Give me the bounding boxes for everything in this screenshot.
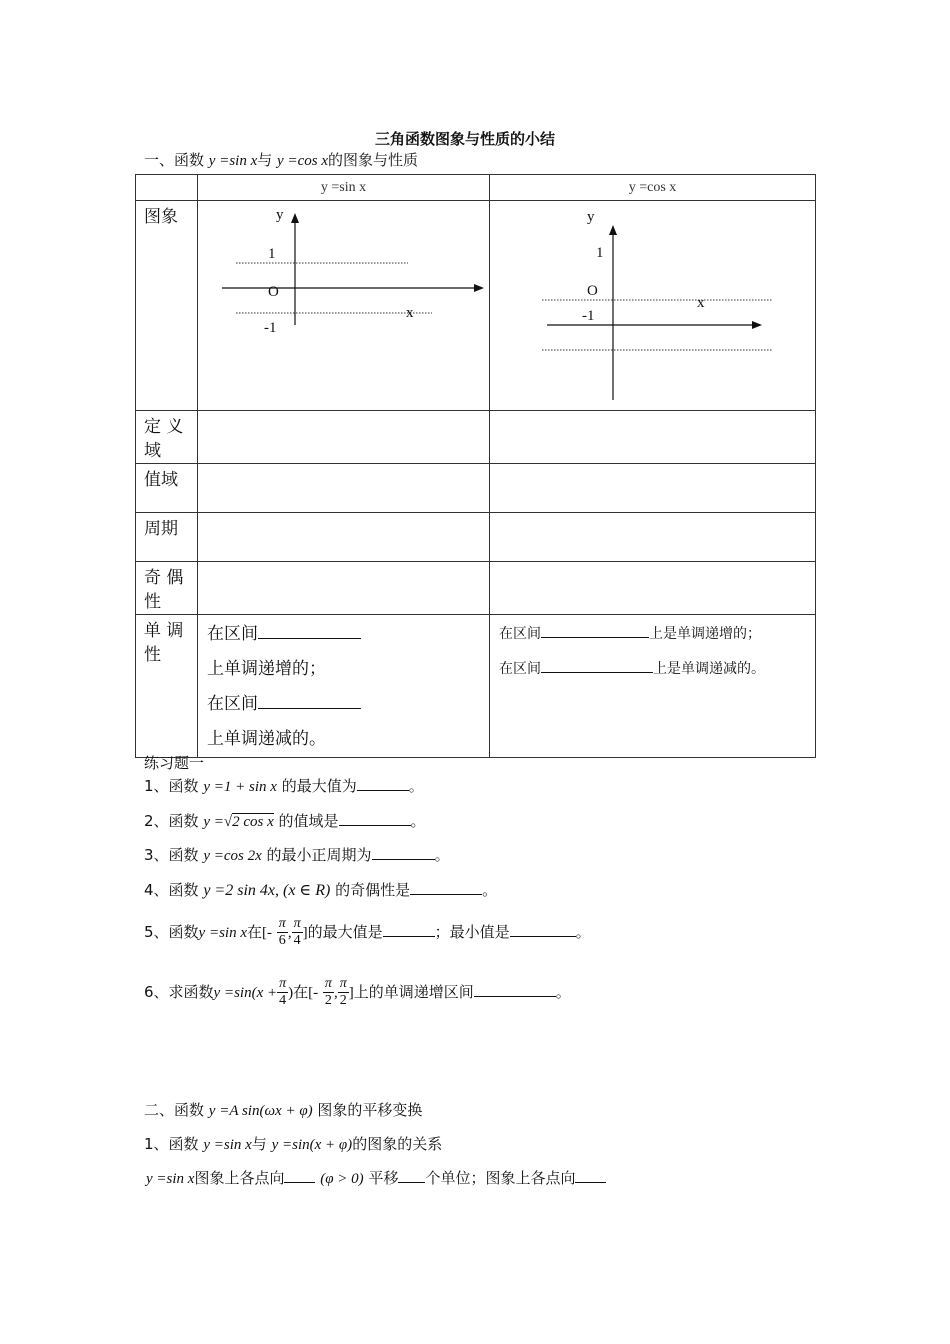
section1-prefix: 一、函数 <box>144 151 205 169</box>
q3-end: 。 <box>434 846 450 864</box>
cos-label-one: 1 <box>596 245 604 261</box>
q5-in: 在 <box>247 923 263 941</box>
q5-fraction-2 <box>292 916 303 949</box>
row-label-graph: 图象 <box>136 201 198 411</box>
parity-cos-cell <box>490 562 816 615</box>
q2-formula-radicand: 2 cos x <box>232 814 274 830</box>
section1-func-cos: y =cos x <box>277 153 328 169</box>
row-label-monotonic: 单 调 性 <box>136 615 198 758</box>
q5-fraction-1 <box>277 916 288 949</box>
mono-sin-line2: 上单调递增的； <box>207 659 326 679</box>
s2-item1-prefix: 1、函数 <box>144 1135 199 1153</box>
q5-frac2-den: 4 <box>293 933 301 948</box>
sin-x-arrow <box>474 284 484 292</box>
q6-fraction-2 <box>338 976 349 1009</box>
s2-item1-connector: 与 <box>251 1135 267 1153</box>
graph-cell-cos <box>490 201 816 411</box>
row-label-domain: 定 义 域 <box>136 411 198 464</box>
q6-frac1-den: 2 <box>324 993 332 1008</box>
section1-func-sin: y =sin x <box>208 153 258 169</box>
section2-prefix: 二、函数 <box>144 1101 205 1119</box>
s2-line-text-c: 个单位；图象上各点向 <box>425 1169 576 1187</box>
q5-end: 。 <box>575 923 591 941</box>
mono-cos-blank1[interactable] <box>541 623 649 638</box>
s2-line-func: y =sin x <box>146 1171 195 1187</box>
cos-label-y: y <box>587 209 595 225</box>
q6-in: 在 <box>293 983 309 1001</box>
mono-cos-line1-b: 上是单调递增的； <box>649 626 761 642</box>
sin-y-arrow <box>291 213 299 223</box>
header-cos: y =cos x <box>490 175 816 201</box>
question-3 <box>144 844 450 865</box>
q4-prefix: 4、函数 <box>144 881 199 899</box>
range-sin-cell <box>198 464 490 513</box>
q6-fraction-1 <box>323 976 334 1009</box>
domain-cos-cell <box>490 411 816 464</box>
sin-label-x: x <box>406 305 414 321</box>
q6-left-bracket: [- <box>308 985 319 1001</box>
q2-prefix: 2、函数 <box>144 812 199 830</box>
q5-frac2-num: π <box>293 916 301 931</box>
q5-prefix: 5、函数 <box>144 923 199 941</box>
q6-frac0-den: 4 <box>279 993 287 1008</box>
q1-text: 的最大值为 <box>281 777 357 795</box>
q3-prefix: 3、函数 <box>144 846 199 864</box>
q2-answer-blank[interactable] <box>339 811 411 826</box>
cos-label-origin: O <box>587 283 598 299</box>
row-label-period: 周期 <box>136 513 198 562</box>
properties-table <box>135 174 816 758</box>
q6-end: 。 <box>555 983 571 1001</box>
q5-formula: y =sin x <box>198 925 247 941</box>
q5-min-text: ；最小值是 <box>434 923 510 941</box>
q6-fraction-0 <box>277 976 288 1009</box>
mono-cos-line2-b: 上是单调递减的。 <box>653 661 765 677</box>
s2-item1-suffix: 的图象的关系 <box>352 1135 443 1153</box>
q5-max-blank[interactable] <box>383 922 435 937</box>
mono-sin-text <box>198 615 489 757</box>
sin-label-origin: O <box>268 284 279 300</box>
question-4 <box>144 879 497 900</box>
cos-axes-svg <box>490 201 815 410</box>
q2-end: 。 <box>410 812 426 830</box>
q3-answer-blank[interactable] <box>372 845 435 860</box>
q6-frac2-den: 2 <box>339 993 347 1008</box>
q6-prefix: 6、求函数 <box>144 983 214 1001</box>
domain-sin-cell <box>198 411 490 464</box>
q4-end: 。 <box>482 881 498 899</box>
s2-direction-blank[interactable] <box>284 1168 315 1183</box>
header-empty-cell <box>136 175 198 201</box>
q6-answer-blank[interactable] <box>474 982 556 997</box>
question-2 <box>144 810 426 831</box>
s2-item1-f2: y =sin(x + φ) <box>271 1137 353 1153</box>
page-title: 三角函数图象与性质的小结 <box>375 130 556 148</box>
row-label-range: 值域 <box>136 464 198 513</box>
q1-prefix: 1、函数 <box>144 777 199 795</box>
q3-formula: y =cos 2x <box>203 848 262 864</box>
graph-cell-sin <box>198 201 490 411</box>
q6-right-bracket: ] <box>348 985 354 1001</box>
s2-line-condition: (φ > 0) <box>320 1171 364 1187</box>
sqrt-icon: √ <box>223 814 233 830</box>
parity-sin-cell <box>198 562 490 615</box>
q5-frac1-num: π <box>278 916 286 931</box>
q5-left-bracket: [- <box>262 925 273 941</box>
sin-axes-svg <box>198 201 489 410</box>
mono-sin-blank2[interactable] <box>258 694 361 709</box>
question-1 <box>144 775 424 796</box>
mono-sin-blank1[interactable] <box>258 624 361 639</box>
s2-line-text-b: 平移 <box>368 1169 399 1187</box>
mono-cos-cell <box>490 615 816 758</box>
question-6 <box>144 976 571 1009</box>
sin-label-neg-one: -1 <box>264 320 277 336</box>
question-5 <box>144 916 591 949</box>
mono-sin-line1: 在区间 <box>207 624 258 644</box>
period-sin-cell <box>198 513 490 562</box>
section1-connector: 与 <box>257 151 273 169</box>
q4-formula: y =2 sin 4x, (x ∈ R) <box>203 882 331 899</box>
cos-y-arrow <box>609 225 617 235</box>
section1-heading <box>144 149 418 170</box>
mono-sin-cell <box>198 615 490 758</box>
q6-text: 上的单调递增区间 <box>353 983 474 1001</box>
q2-formula-pre: y = <box>203 814 224 830</box>
q1-end: 。 <box>408 777 424 795</box>
q5-right-bracket: ] <box>302 925 308 941</box>
mono-cos-text <box>490 615 815 687</box>
q6-comma: , <box>333 985 338 1001</box>
section2-line <box>146 1167 606 1188</box>
practice-heading: 练习题一 <box>144 754 205 772</box>
q6-formula-close: ) <box>288 985 294 1001</box>
period-cos-cell <box>490 513 816 562</box>
q6-frac0-num: π <box>279 976 287 991</box>
q1-formula: y =1 + sin x <box>203 779 277 795</box>
section1-suffix: 的图象与性质 <box>327 151 418 169</box>
graph-sin <box>198 201 489 410</box>
cos-label-x: x <box>697 295 705 311</box>
section2-heading <box>144 1099 422 1120</box>
q6-frac2-num: π <box>339 976 347 991</box>
q3-text: 的最小正周期为 <box>266 846 372 864</box>
mono-cos-blank2[interactable] <box>541 658 653 673</box>
header-sin: y =sin x <box>198 175 490 201</box>
mono-cos-line2-a: 在区间 <box>499 661 541 677</box>
s2-line-text-a: 图象上各点向 <box>194 1169 285 1187</box>
graph-cos <box>490 201 815 410</box>
sin-label-one: 1 <box>268 246 276 262</box>
q6-frac1-num: π <box>324 976 332 991</box>
cos-x-arrow <box>752 321 762 329</box>
section2-suffix: 图象的平移变换 <box>317 1101 423 1119</box>
q5-frac1-den: 6 <box>278 933 286 948</box>
q2-text: 的值域是 <box>278 812 339 830</box>
q5-min-blank[interactable] <box>510 922 576 937</box>
section2-item1 <box>144 1133 442 1154</box>
cos-label-neg-one: -1 <box>582 308 595 324</box>
q4-text: 的奇偶性是 <box>335 881 411 899</box>
q6-formula: y =sin(x + <box>213 985 278 1001</box>
range-cos-cell <box>490 464 816 513</box>
s2-direction2-blank[interactable] <box>575 1168 606 1183</box>
s2-item1-f1: y =sin x <box>203 1137 252 1153</box>
q1-answer-blank[interactable] <box>357 776 409 791</box>
s2-units-blank[interactable] <box>398 1168 425 1183</box>
mono-sin-line4: 上单调递减的。 <box>207 729 326 749</box>
section2-func: y =A sin(ωx + φ) <box>208 1103 313 1119</box>
q5-max-text: 的最大值是 <box>307 923 383 941</box>
mono-sin-line3: 在区间 <box>207 694 258 714</box>
sin-label-y: y <box>276 207 284 223</box>
q5-comma: , <box>287 925 292 941</box>
mono-cos-line1-a: 在区间 <box>499 626 541 642</box>
q4-answer-blank[interactable] <box>410 880 482 895</box>
row-label-parity: 奇 偶 性 <box>136 562 198 615</box>
